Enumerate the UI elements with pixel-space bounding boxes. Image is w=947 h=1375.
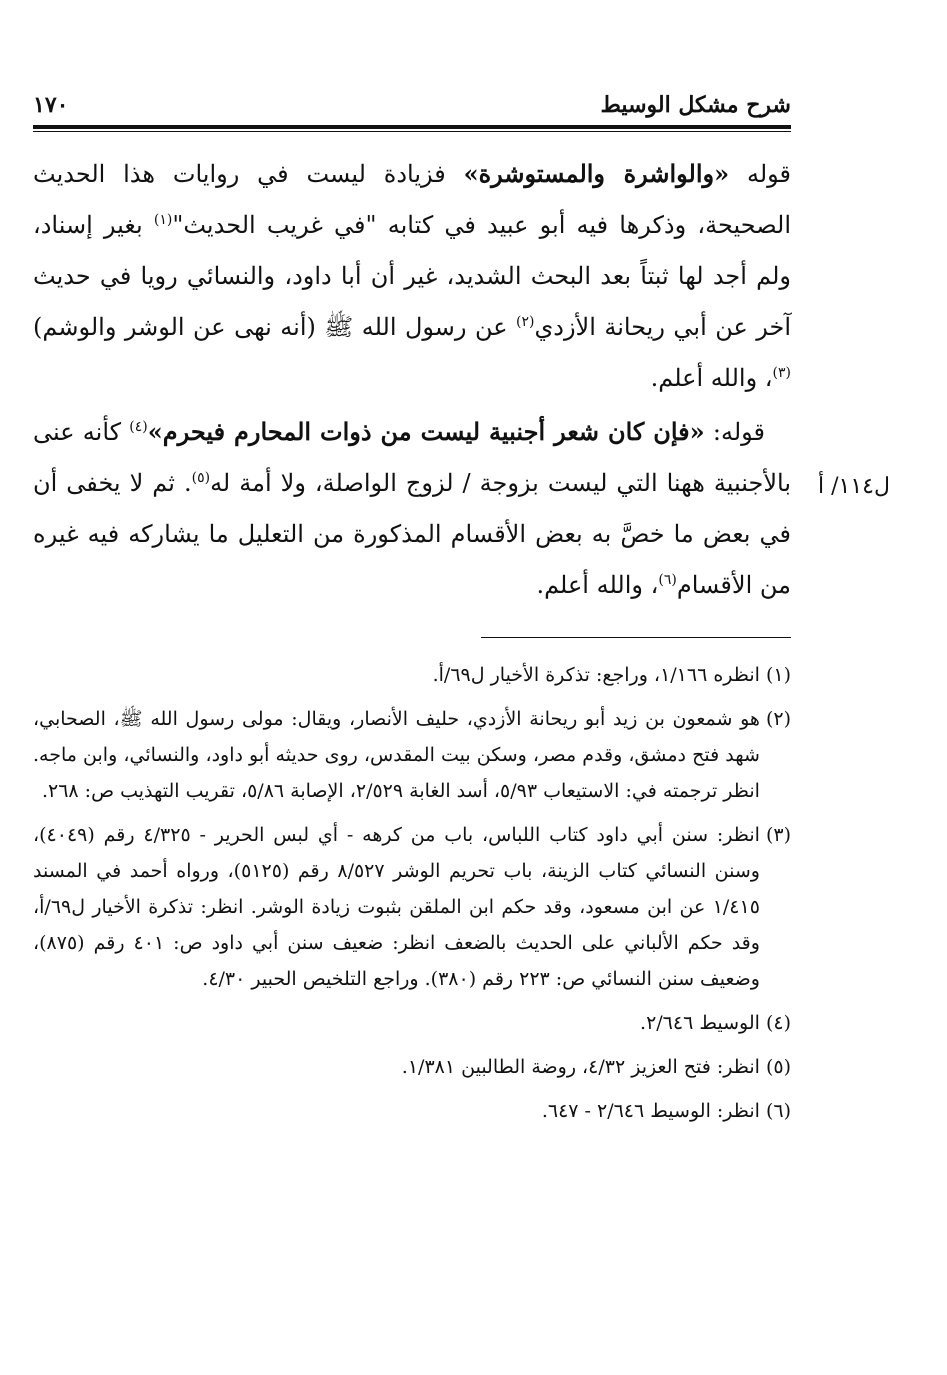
footnote-5 — [33, 1049, 791, 1085]
p1-text-c: فزيادة ليست في روايات هذا الحديث الصحيحة، وذكرها فيه أبو عبيد في كتابه "في غريب الحديث" — [33, 160, 791, 239]
footnote-ref-1[interactable]: (١) — [153, 212, 173, 228]
paragraph-2 — [33, 406, 791, 611]
footnotes — [33, 657, 791, 1137]
header-title: شرح مشكل الوسيط — [600, 92, 791, 118]
footnote-1 — [33, 657, 791, 693]
footnote-3 — [33, 817, 791, 997]
footnote-text: انظر: سنن أبي داود كتاب اللباس، باب من كرهه - أي لبس الحرير - ٤/٣٢٥ رقم (٤٠٤٩)، وسنن النسائي كتاب الزينة، باب تحريم الوشر ٨/٥٢٧ رقم (٥١٢٥)، ورواه أحمد في المسند ١/٤١٥ عن ابن مسعود، وقد حكم ابن الملقن بثبوت زيادة الوشر. انظر: تذكرة الأخيار ل٦٩/أ، وقد حكم الألباني على الحديث بالضعف انظر: ضعيف سنن أبي داود ص: ٤٠١ رقم (٨٧٥)، وضعيف سنن النسائي ص: ٢٢٣ رقم (٣٨٠). وراجع التلخيص الحبير ٤/٣٠. — [33, 824, 760, 990]
p2-text-c: كأنه عنى بالأجنبية ههنا التي ليست بزوجة / لزوج الواصلة، ولا أمة له — [33, 418, 792, 497]
footnote-ref-3[interactable]: (٣) — [772, 365, 791, 381]
footnote-number: (٢) — [765, 708, 791, 730]
main-text — [33, 148, 791, 613]
page-number: ١٧٠ — [33, 92, 69, 118]
manuscript-folio-marker: ل١١٤/ أ — [818, 474, 890, 499]
p2-text-e: ، والله أعلم. — [536, 571, 659, 599]
footnote-number: (٥) — [765, 1056, 791, 1078]
footnote-number: (٣) — [765, 824, 791, 846]
footnote-2 — [33, 701, 791, 809]
p1-text-f: ، والله أعلم. — [650, 364, 773, 392]
footnote-text: انظر: الوسيط ٢/٦٤٦ - ٦٤٧. — [541, 1100, 760, 1122]
footnote-ref-2[interactable]: (٢) — [516, 314, 535, 330]
footnote-text: الوسيط ٢/٦٤٦. — [640, 1012, 760, 1034]
p1-text-d: بغير إسناد، ولم أجد لها ثبتاً بعد البحث الشديد، غير أن أبا داود، والنسائي رويا في حديث آخر عن أبي ريحانة الأزدي — [33, 211, 791, 341]
header-rule-thin — [33, 131, 791, 132]
footnote-number: (٤) — [765, 1012, 791, 1034]
p1-text-e: عن رسول الله ﷺ (أنه نهى عن الوشر والوشم) — [33, 313, 516, 341]
header-rule-thick — [33, 125, 791, 129]
footnote-divider — [481, 637, 791, 638]
p2-text-d: . ثم لا يخفى أن في بعض ما خصَّ به بعض الأقسام المذكورة من التعليل ما يشاركه فيه غيره من الأقسام — [33, 469, 791, 599]
p2-quote: «فإن كان شعر أجنبية ليست من ذوات المحارم فيحرم» — [147, 417, 705, 446]
footnote-6 — [33, 1093, 791, 1129]
footnote-ref-4[interactable]: (٤) — [129, 419, 148, 435]
paragraph-1 — [33, 148, 791, 404]
footnote-ref-5[interactable]: (٥) — [191, 470, 211, 486]
footnote-text: هو شمعون بن زيد أبو ريحانة الأزدي، حليف الأنصار، ويقال: مولى رسول الله ﷺ، الصحابي، شهد فتح دمشق، وقدم مصر، وسكن بيت المقدس، روى حديثه أبو داود، والنسائي، وابن ماجه. انظر ترجمته في: الاستيعاب ٥/٩٣، أسد الغابة ٢/٥٢٩، الإصابة ٥/٨٦، تقريب التهذيب ص: ٢٦٨. — [33, 708, 760, 802]
footnote-text: انظره ١/١٦٦، وراجع: تذكرة الأخيار ل٦٩/أ. — [432, 664, 760, 686]
p2-text-a: قوله: — [704, 418, 766, 446]
footnote-number: (٦) — [765, 1100, 791, 1122]
footnote-number: (١) — [765, 664, 791, 686]
p1-text-a: قوله — [729, 160, 792, 188]
footnote-ref-6[interactable]: (٦) — [658, 572, 677, 588]
running-header — [33, 92, 791, 122]
p1-quote: «والواشرة والمستوشرة» — [463, 159, 730, 188]
footnote-text: انظر: فتح العزيز ٤/٣٢، روضة الطالبين ١/٣٨١. — [401, 1056, 760, 1078]
footnote-4 — [33, 1005, 791, 1041]
